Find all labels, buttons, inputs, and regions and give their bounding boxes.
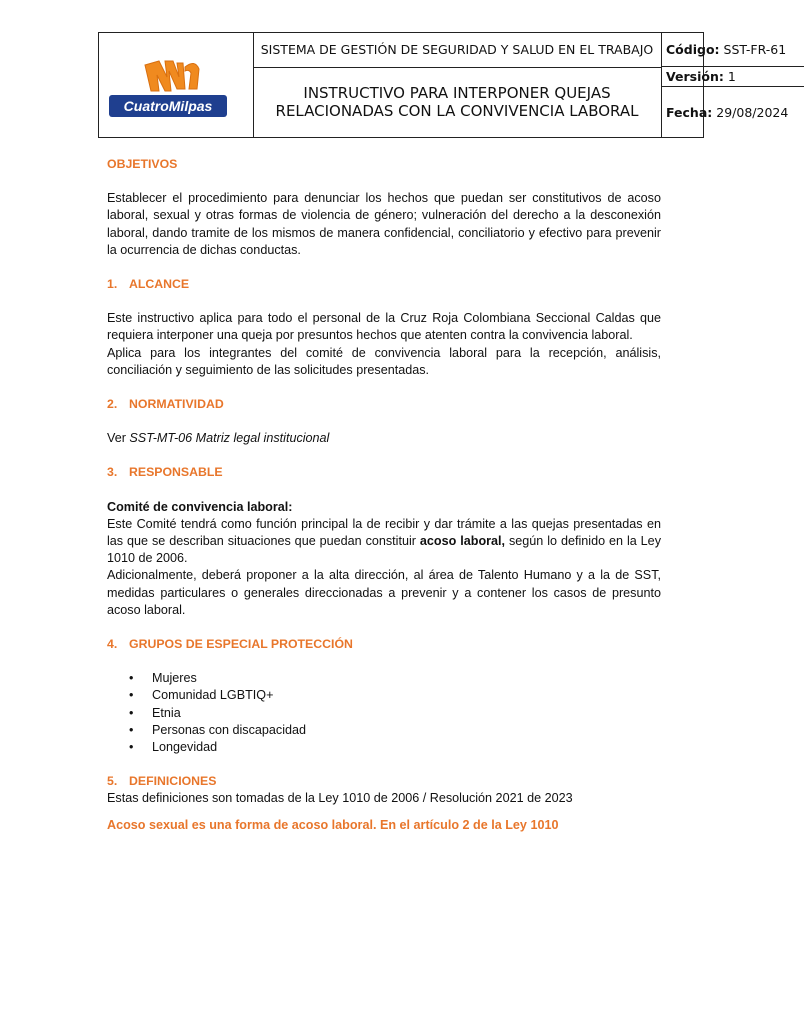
version-label: Versión: bbox=[666, 69, 724, 84]
normatividad-text bbox=[107, 430, 661, 447]
objetivos-text: Establecer el procedimiento para denunciar los hechos que puedan ser constitutivos de acoso laboral, sexual y otras formas de violencia de género; vulneración del derecho a la desconexión laboral, dando tramite de los mismos de manera confidencial, conciliatorio y efectivo para prevenir la ocurrencia de dichas conductas. bbox=[107, 191, 661, 257]
logo-mark-icon bbox=[145, 61, 185, 91]
grupos-heading bbox=[107, 636, 661, 653]
normatividad-heading bbox=[107, 396, 661, 413]
normatividad-number: 2. bbox=[107, 397, 118, 412]
normatividad-prefix: Ver bbox=[107, 431, 130, 446]
grupos-title: GRUPOS DE ESPECIAL PROTECCIÓN bbox=[129, 637, 353, 652]
responsable-text-1a: Este Comité tendrá como función principal la de recibir y dar trámite a las quejas presentadas en las que se describan situaciones que puedan constituir bbox=[107, 516, 661, 549]
version-value: 1 bbox=[727, 69, 736, 84]
list-item: • Etnia bbox=[107, 705, 661, 722]
logo-wordmark: CuatroMilpas bbox=[123, 98, 213, 114]
alcance-text-2: Aplica para los integrantes del comité de convivencia laboral para la recepción, análisis, conciliación y seguimiento de las solicitudes presentadas. bbox=[107, 345, 661, 377]
document-body bbox=[107, 152, 661, 834]
code-value: SST-FR-61 bbox=[723, 42, 787, 57]
alcance-text-1: Este instructivo aplica para todo el personal de la Cruz Roja Colombiana Seccional Caldas que requiera interponer una queja por presuntos hechos que atenten contra la convivencia laboral. bbox=[107, 311, 661, 343]
acoso-note: Acoso sexual es una forma de acoso laboral. En el artículo 2 de la Ley 1010 bbox=[107, 817, 559, 832]
definiciones-title: DEFINICIONES bbox=[129, 774, 217, 789]
grupos-number: 4. bbox=[107, 637, 118, 652]
responsable-title: RESPONSABLE bbox=[129, 465, 223, 480]
list-item: • Mujeres bbox=[107, 670, 661, 687]
responsable-text-1 bbox=[107, 516, 661, 568]
definiciones-number: 5. bbox=[107, 774, 118, 789]
date-value: 29/08/2024 bbox=[716, 104, 789, 120]
code-field bbox=[662, 33, 804, 67]
definiciones-heading bbox=[107, 773, 661, 790]
document-header bbox=[98, 32, 789, 138]
date-label: Fecha: bbox=[666, 104, 713, 120]
version-field bbox=[662, 67, 804, 87]
list-item: • Personas con discapacidad bbox=[107, 722, 661, 739]
alcance-title: ALCANCE bbox=[129, 277, 190, 292]
list-item: • Comunidad LGBTIQ+ bbox=[107, 687, 661, 704]
responsable-text-1b: acoso laboral, bbox=[419, 534, 506, 549]
alcance-number: 1. bbox=[107, 277, 118, 292]
code-label: Código: bbox=[666, 42, 720, 57]
definiciones-text: Estas definiciones son tomadas de la Ley 1010 de 2006 / Resolución 2021 de 2023 bbox=[107, 791, 573, 806]
grupos-list bbox=[107, 670, 661, 756]
document-title: INSTRUCTIVO PARA INTERPONER QUEJAS RELACIONADAS CON LA CONVIVENCIA LABORAL bbox=[253, 67, 662, 137]
responsable-text-2: Adicionalmente, deberá proponer a la alta dirección, al área de Talento Humano y a la de SST, medidas particulares o generales direccionadas a prevenir y a contener los casos de presunto acoso laboral. bbox=[107, 568, 661, 617]
normatividad-reference: SST-MT-06 Matriz legal institucional bbox=[129, 431, 330, 446]
alcance-heading bbox=[107, 276, 661, 293]
objetivos-heading: OBJETIVOS bbox=[107, 157, 178, 171]
responsable-number: 3. bbox=[107, 465, 118, 480]
date-field bbox=[662, 87, 804, 137]
system-name: SISTEMA DE GESTIÓN DE SEGURIDAD Y SALUD EN EL TRABAJO bbox=[253, 33, 662, 68]
list-item: • Longevidad bbox=[107, 739, 661, 756]
responsable-heading bbox=[107, 464, 661, 481]
logo-cell bbox=[99, 33, 254, 137]
normatividad-title: NORMATIVIDAD bbox=[129, 397, 224, 412]
responsable-subtitle: Comité de convivencia laboral: bbox=[107, 499, 293, 514]
company-logo bbox=[99, 33, 253, 137]
responsable-text-1c: según lo definido en la Ley 1010 de 2006. bbox=[107, 534, 661, 566]
